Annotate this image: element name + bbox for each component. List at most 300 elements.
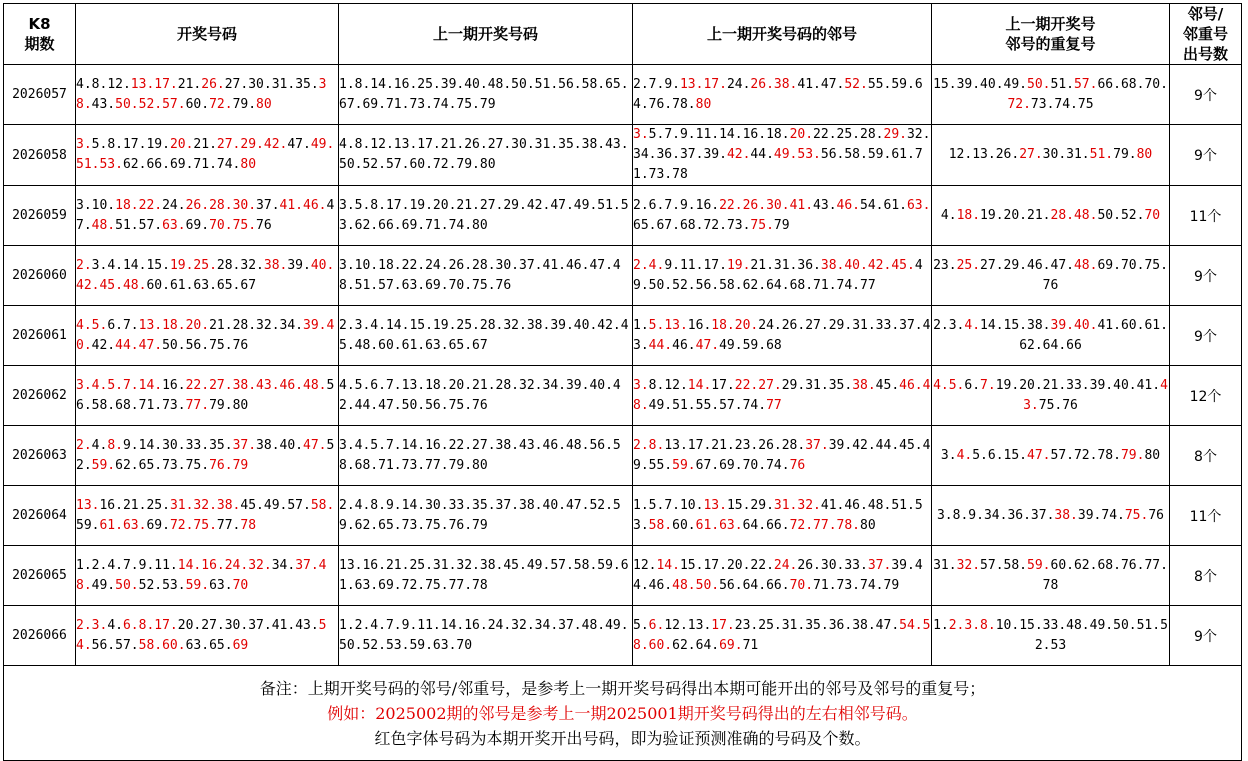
hit-number: 72. xyxy=(169,517,194,533)
number: 5. xyxy=(633,617,649,633)
hit-number: 17. xyxy=(154,617,178,633)
number: 17. xyxy=(703,257,727,273)
hit-number: 42. xyxy=(263,137,288,152)
number: 43. xyxy=(295,617,319,633)
hit-number: 3. xyxy=(633,377,649,393)
number: 44. xyxy=(875,437,900,453)
number: 52. xyxy=(138,577,163,593)
period-cell: 2026065 xyxy=(4,546,76,606)
number: 45. xyxy=(899,437,923,453)
number: 76. xyxy=(1120,557,1145,573)
hit-count-cell: 11个 xyxy=(1170,486,1242,546)
number: 4. xyxy=(107,257,123,273)
hit-number: 58. xyxy=(310,497,335,513)
number: 21. xyxy=(1042,377,1067,393)
hit-number: 72. xyxy=(209,96,233,112)
hit-number: 38. xyxy=(1054,507,1078,523)
hit-number: 38. xyxy=(216,497,241,513)
number: 56. xyxy=(695,277,720,293)
number: 73. xyxy=(836,577,861,593)
hit-number: 45. xyxy=(891,257,915,273)
number: 9. xyxy=(679,127,696,142)
hit-number: 22. xyxy=(138,197,163,213)
repeat-numbers-cell xyxy=(932,246,1170,306)
number: 36. xyxy=(656,147,680,162)
number: 20. xyxy=(1003,207,1028,223)
hit-number: 17. xyxy=(154,76,178,92)
hit-number: 27. xyxy=(216,137,241,152)
number: 15. xyxy=(933,76,957,92)
neighbor-numbers-cell xyxy=(633,65,932,125)
number: 56. xyxy=(719,577,743,593)
neighbor-numbers-cell xyxy=(633,546,932,606)
hit-number: 63. xyxy=(122,517,147,533)
number: 12. xyxy=(948,147,973,162)
number: 30. xyxy=(162,437,186,453)
hit-number: 44. xyxy=(115,337,139,353)
number: 6. xyxy=(987,447,1004,463)
previous-draw-cell: 4.5.6.7.13.18.20.21.28.32.34.39.40.42.44.47.50.56.75.76 xyxy=(339,366,633,426)
hit-number: 4. xyxy=(91,377,108,393)
table-row xyxy=(4,606,1242,666)
number: 9. xyxy=(664,76,680,92)
hit-number: 32. xyxy=(797,497,821,513)
number: 15. xyxy=(726,497,751,513)
number: 39. xyxy=(891,557,915,573)
number: 69. xyxy=(719,457,743,473)
number: 12. xyxy=(107,76,131,92)
note-line-3: 红色字体号码为本期开奖开出号码，即为验证预测准确的号码及个数。 xyxy=(374,728,871,748)
hit-number: 30. xyxy=(232,197,257,213)
number: 23. xyxy=(933,257,957,273)
hit-number: 80 xyxy=(256,96,272,112)
number: 21. xyxy=(209,317,233,333)
number: 69. xyxy=(169,157,194,172)
number: 55. xyxy=(648,457,673,473)
hit-number: 50. xyxy=(695,577,720,593)
number: 79 xyxy=(773,217,790,233)
repeat-numbers-cell xyxy=(932,606,1170,666)
hit-number: 22. xyxy=(719,197,743,213)
number: 51. xyxy=(672,397,696,413)
hit-number: 70 xyxy=(232,577,249,593)
neighbor-number-table xyxy=(3,3,1242,761)
number: 16. xyxy=(162,377,186,393)
hit-number: 47. xyxy=(1027,447,1051,463)
hit-number: 7. xyxy=(122,377,139,393)
number: 60. xyxy=(146,277,170,293)
hit-number: 6. xyxy=(648,617,665,633)
hit-number: 5. xyxy=(648,317,665,333)
number: 8. xyxy=(91,76,108,92)
number: 7. xyxy=(664,127,680,142)
number: 4. xyxy=(107,557,123,573)
hit-number: 51. xyxy=(76,157,100,172)
hit-number: 58. xyxy=(138,637,163,653)
number: 76 xyxy=(1042,277,1059,293)
table-row xyxy=(4,366,1242,426)
hit-number: 39. xyxy=(303,317,327,333)
number: 24. xyxy=(758,317,782,333)
number: 31. xyxy=(271,76,296,92)
number: 57. xyxy=(1050,447,1074,463)
number: 1. xyxy=(76,557,92,573)
hit-number: 40. xyxy=(76,317,335,353)
number: 71. xyxy=(193,157,217,172)
number: 7. xyxy=(664,197,680,213)
number: 15. xyxy=(1019,617,1043,633)
number: 13. xyxy=(972,147,996,162)
number: 49. xyxy=(263,497,288,513)
number: 74. xyxy=(860,577,884,593)
number: 67 xyxy=(240,277,257,293)
number: 30. xyxy=(248,76,272,92)
hit-number: 75. xyxy=(750,217,774,233)
number: 70. xyxy=(742,457,767,473)
hit-number: 50. xyxy=(115,96,139,112)
hit-number: 6. xyxy=(122,617,139,633)
repeat-numbers-cell xyxy=(932,65,1170,125)
hit-number: 4. xyxy=(648,257,665,273)
number: 52. xyxy=(672,277,696,293)
number: 7. xyxy=(648,76,665,92)
number: 47. xyxy=(287,137,311,152)
draw-numbers-cell xyxy=(76,246,339,306)
number: 2. xyxy=(633,197,649,213)
hit-number: 48. xyxy=(122,277,147,293)
number: 52. xyxy=(1120,207,1145,223)
hit-number: 80 xyxy=(695,96,712,112)
number: 36. xyxy=(1007,507,1031,523)
table-row xyxy=(4,306,1242,366)
hit-number: 22. xyxy=(734,377,759,393)
hit-number: 76. xyxy=(209,457,233,473)
hit-number: 37. xyxy=(867,557,892,573)
number: 9. xyxy=(664,257,680,273)
hit-number: 14. xyxy=(687,377,712,393)
hit-number: 37. xyxy=(805,437,829,453)
number: 78. xyxy=(672,96,696,112)
hit-number: 3. xyxy=(76,377,92,393)
number: 62. xyxy=(1073,557,1098,573)
number: 1. xyxy=(933,617,949,633)
hit-number: 42. xyxy=(726,147,751,162)
hit-number: 17. xyxy=(711,617,735,633)
number: 21. xyxy=(750,257,774,273)
hit-number: 16. xyxy=(201,557,225,573)
number: 3. xyxy=(948,317,965,333)
number: 27. xyxy=(201,617,225,633)
number: 48. xyxy=(867,497,892,513)
number: 40. xyxy=(980,76,1004,92)
hit-number: 48. xyxy=(1073,207,1098,223)
number: 80 xyxy=(232,397,249,413)
number: 26. xyxy=(797,557,821,573)
number: 27. xyxy=(805,317,829,333)
number: 21. xyxy=(193,137,217,152)
neighbor-numbers-cell xyxy=(633,486,932,546)
number: 68 xyxy=(766,337,782,353)
number: 15. xyxy=(1003,447,1028,463)
hit-number: 39. xyxy=(1050,317,1074,333)
number: 30. xyxy=(1042,147,1067,162)
number: 49. xyxy=(719,337,743,353)
header-neighbor-numbers: 上一期开奖号码的邻号 xyxy=(633,4,932,65)
number: 39. xyxy=(828,437,853,453)
number: 17. xyxy=(122,137,147,152)
previous-draw-cell: 2.3.4.14.15.19.25.28.32.38.39.40.42.45.48.60.61.63.65.67 xyxy=(339,306,633,366)
number: 47. xyxy=(820,76,845,92)
number: 50. xyxy=(162,337,186,353)
period-cell: 2026064 xyxy=(4,486,76,546)
number: 37. xyxy=(899,317,923,333)
hit-number: 38. xyxy=(76,76,327,112)
number: 78 xyxy=(672,167,688,182)
number: 37. xyxy=(1030,507,1055,523)
hit-number: 57. xyxy=(162,96,186,112)
hit-number: 27. xyxy=(758,377,782,393)
number: 4. xyxy=(940,207,957,223)
number: 32. xyxy=(240,257,264,273)
hit-number: 4. xyxy=(933,377,949,393)
header-repeat-numbers: 上一期开奖号 邻号的重复号 xyxy=(932,4,1170,65)
number: 10. xyxy=(995,617,1020,633)
hit-count-cell: 12个 xyxy=(1170,366,1242,426)
hit-number: 47. xyxy=(695,337,720,353)
neighbor-numbers-cell xyxy=(633,606,932,666)
number: 39. xyxy=(287,257,311,273)
previous-draw-cell: 4.8.12.13.17.21.26.27.30.31.35.38.43.50.52.57.60.72.79.80 xyxy=(339,125,633,186)
repeat-numbers-cell xyxy=(932,306,1170,366)
number: 43. xyxy=(91,96,116,112)
number: 19. xyxy=(980,207,1004,223)
number: 35. xyxy=(209,437,233,453)
hit-number: 46. xyxy=(899,377,923,393)
draw-numbers-cell xyxy=(76,486,339,546)
hit-number: 53. xyxy=(99,157,123,172)
hit-number: 18. xyxy=(115,197,139,213)
table-row xyxy=(4,125,1242,186)
number: 28. xyxy=(781,437,806,453)
number: 37. xyxy=(679,147,704,162)
number: 12. xyxy=(664,377,688,393)
number: 39. xyxy=(703,147,727,162)
hit-number: 2. xyxy=(633,437,649,453)
number: 1. xyxy=(633,317,649,333)
header-hit-count: 邻号/ 邻重号 出号数 xyxy=(1170,4,1242,65)
number: 10. xyxy=(91,197,116,213)
hit-count-cell: 8个 xyxy=(1170,546,1242,606)
number: 33. xyxy=(875,317,900,333)
number: 51. xyxy=(1050,76,1074,92)
number: 71 xyxy=(742,637,759,653)
hit-number: 54. xyxy=(899,617,923,633)
hit-number: 3. xyxy=(76,137,92,152)
hit-number: 22. xyxy=(185,377,210,393)
hit-number: 42. xyxy=(867,257,892,273)
number: 23. xyxy=(734,617,759,633)
hit-number: 5. xyxy=(91,317,108,333)
number: 76 xyxy=(1062,397,1078,413)
hit-number: 48. xyxy=(91,217,116,233)
hit-number: 78 xyxy=(240,517,257,533)
hit-number: 80 xyxy=(1136,147,1153,162)
number: 63. xyxy=(193,277,217,293)
hit-number: 80 xyxy=(240,157,257,172)
number: 75. xyxy=(185,457,210,473)
number: 73. xyxy=(1030,96,1055,112)
hit-number: 50. xyxy=(1027,76,1051,92)
hit-number: 20. xyxy=(789,127,814,142)
number: 29. xyxy=(781,377,806,393)
number: 12. xyxy=(664,617,688,633)
hit-number: 48. xyxy=(76,557,327,593)
number: 30. xyxy=(820,557,845,573)
header-draw-numbers: 开奖号码 xyxy=(76,4,339,65)
hit-number: 43. xyxy=(1023,377,1168,413)
number: 52. xyxy=(76,437,335,473)
number: 33. xyxy=(185,437,210,453)
number: 41. xyxy=(1136,377,1161,393)
hit-number: 26. xyxy=(750,76,774,92)
number: 56. xyxy=(820,147,845,162)
number: 5. xyxy=(972,447,988,463)
number: 62. xyxy=(122,157,147,172)
hit-number: 18. xyxy=(162,317,186,333)
number: 77 xyxy=(860,277,876,293)
hit-number: 48. xyxy=(633,377,931,413)
number: 66 xyxy=(1066,337,1082,353)
number: 4. xyxy=(76,76,92,92)
number: 50. xyxy=(1113,617,1137,633)
hit-number: 69 xyxy=(232,637,249,653)
hit-count-cell: 11个 xyxy=(1170,186,1242,246)
hit-number: 44. xyxy=(648,337,673,353)
hit-number: 3. xyxy=(633,127,649,142)
number: 37. xyxy=(248,617,272,633)
number: 74. xyxy=(216,157,241,172)
number: 46. xyxy=(672,337,696,353)
number: 64. xyxy=(1042,337,1067,353)
number: 49. xyxy=(1003,76,1028,92)
number: 41. xyxy=(1097,317,1121,333)
hit-number: 2. xyxy=(633,257,649,273)
hit-count-cell: 8个 xyxy=(1170,426,1242,486)
hit-number: 48. xyxy=(672,577,696,593)
number: 74. xyxy=(836,277,861,293)
number: 24. xyxy=(726,76,751,92)
hit-number: 7. xyxy=(980,377,996,393)
number: 58. xyxy=(719,277,743,293)
number: 35. xyxy=(805,617,829,633)
draw-numbers-cell xyxy=(76,546,339,606)
number: 56. xyxy=(76,377,335,413)
hit-number: 20. xyxy=(734,317,759,333)
number: 22. xyxy=(813,127,837,142)
hit-number: 19. xyxy=(726,257,751,273)
hit-number: 46. xyxy=(279,377,304,393)
number: 66. xyxy=(766,517,790,533)
hit-number: 26. xyxy=(185,197,210,213)
number: 62. xyxy=(115,457,139,473)
number: 52. xyxy=(1034,617,1168,653)
number: 29. xyxy=(828,317,853,333)
number: 73. xyxy=(162,397,186,413)
hit-number: 38. xyxy=(820,257,845,273)
number: 3. xyxy=(936,507,953,523)
number: 5. xyxy=(648,497,665,513)
number: 47. xyxy=(76,197,335,233)
period-cell: 2026058 xyxy=(4,125,76,186)
draw-numbers-cell xyxy=(76,366,339,426)
number: 59. xyxy=(742,337,767,353)
number: 16. xyxy=(99,497,123,513)
number: 2. xyxy=(633,76,649,92)
number: 57. xyxy=(980,557,1004,573)
number: 58. xyxy=(1003,557,1028,573)
number: 74. xyxy=(1101,507,1125,523)
number: 62. xyxy=(742,277,767,293)
number: 7. xyxy=(122,557,139,573)
number: 12. xyxy=(633,557,657,573)
period-cell: 2026060 xyxy=(4,246,76,306)
number: 68. xyxy=(679,217,704,233)
hit-number: 58. xyxy=(633,617,931,653)
number: 45. xyxy=(875,377,900,393)
number: 38. xyxy=(852,617,876,633)
hit-number: 70. xyxy=(789,577,814,593)
number: 19. xyxy=(995,377,1020,393)
number: 73. xyxy=(648,167,673,182)
number: 63. xyxy=(209,577,233,593)
hit-number: 32. xyxy=(956,557,981,573)
hit-number: 2. xyxy=(948,617,965,633)
hit-number: 45. xyxy=(99,277,123,293)
number: 25. xyxy=(758,617,782,633)
number: 21. xyxy=(177,76,202,92)
number: 71. xyxy=(138,397,163,413)
number: 3. xyxy=(940,447,957,463)
number: 58. xyxy=(844,147,868,162)
number: 32. xyxy=(256,317,280,333)
hit-number: 14. xyxy=(138,377,163,393)
number: 46. xyxy=(1027,257,1051,273)
number: 75. xyxy=(209,337,233,353)
number: 73. xyxy=(726,217,751,233)
number: 55. xyxy=(695,397,720,413)
number: 53. xyxy=(633,497,923,533)
number: 33. xyxy=(844,557,868,573)
hit-number: 38. xyxy=(263,257,288,273)
hit-number: 2. xyxy=(76,437,92,453)
number: 20. xyxy=(726,557,751,573)
hit-number: 27. xyxy=(209,377,233,393)
number: 8. xyxy=(107,137,123,152)
number: 69. xyxy=(1097,257,1121,273)
number: 69. xyxy=(185,217,210,233)
number: 61. xyxy=(169,277,194,293)
number: 57. xyxy=(138,217,163,233)
hit-number: 8. xyxy=(980,617,996,633)
number: 8. xyxy=(952,507,969,523)
number: 26. xyxy=(758,437,782,453)
number: 64. xyxy=(742,577,767,593)
number: 54. xyxy=(860,197,884,213)
number: 6. xyxy=(648,197,665,213)
number: 51. xyxy=(115,217,139,233)
number: 79 xyxy=(883,577,900,593)
number: 44. xyxy=(750,147,774,162)
